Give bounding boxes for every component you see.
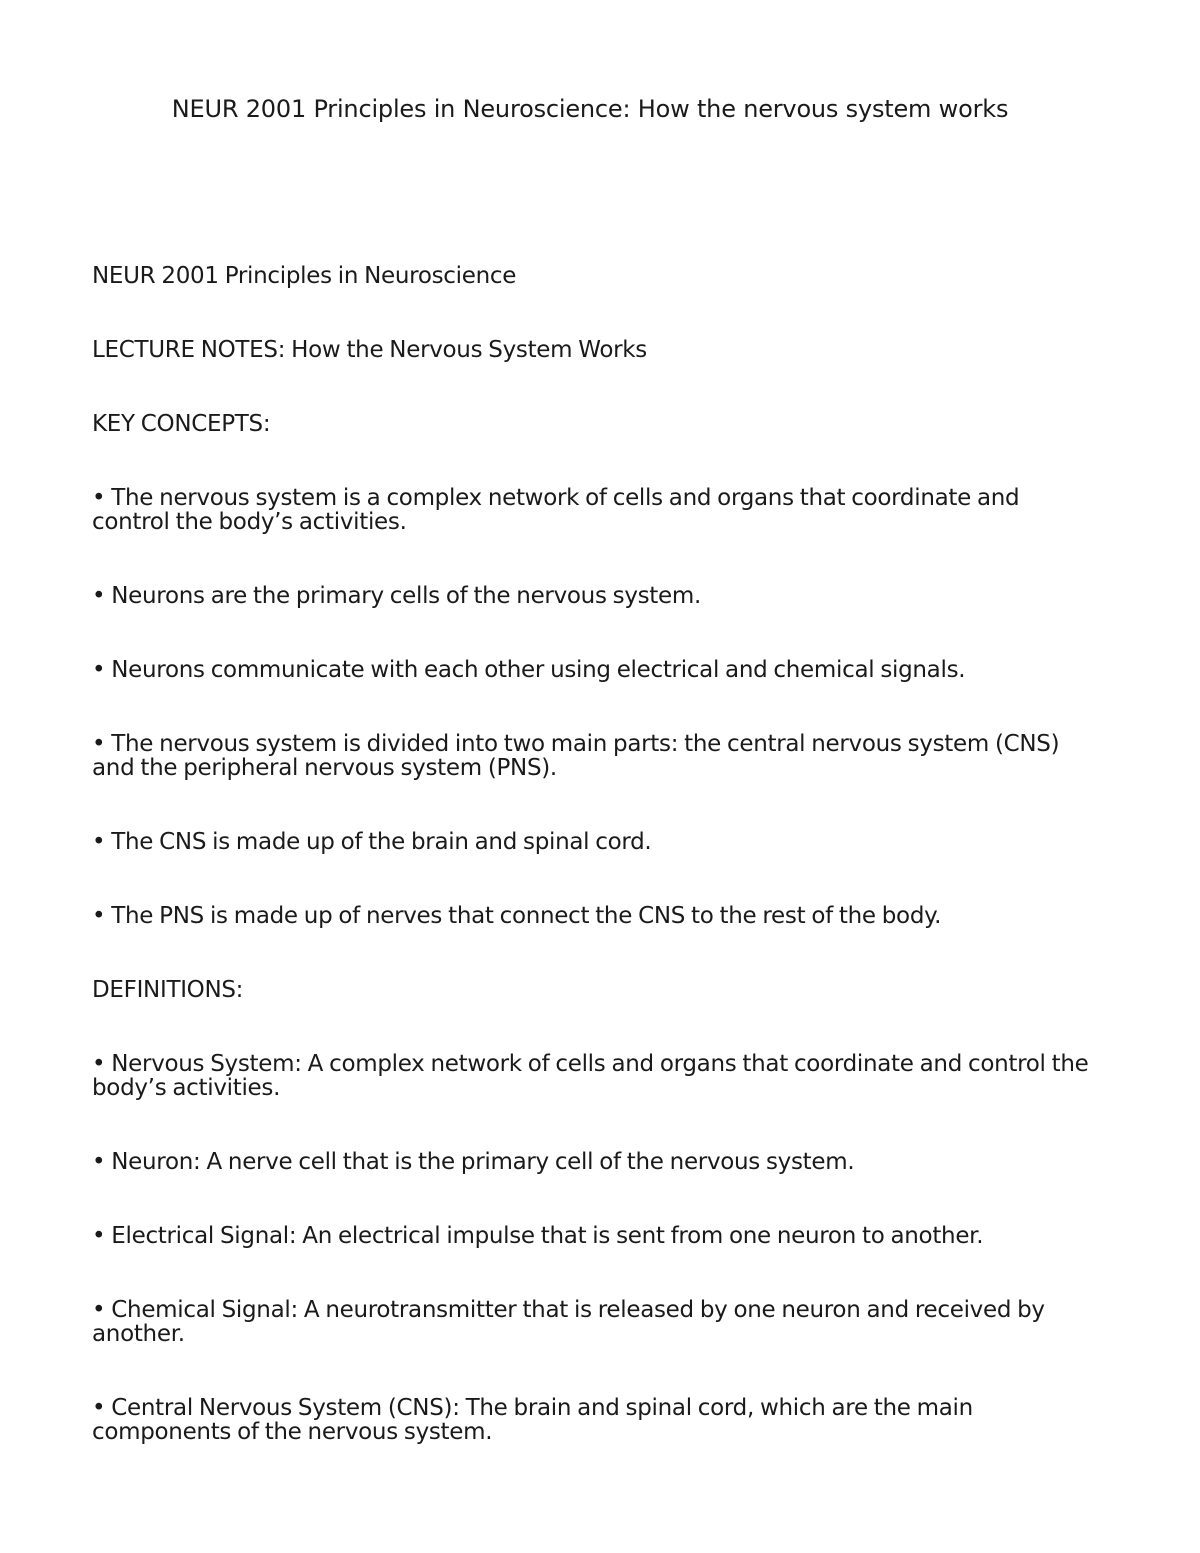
course-line: NEUR 2001 Principles in Neuroscience [92, 263, 517, 289]
key-concept-item: • The PNS is made up of nerves that connect the CNS to the rest of the body. [92, 903, 942, 929]
key-concept-item: • The nervous system is divided into two main parts: the central nervous system (CNS) and the peripheral nervous system (PNS). [92, 731, 1060, 781]
lecture-notes-line: LECTURE NOTES: How the Nervous System Works [92, 337, 647, 363]
definition-item: • Electrical Signal: An electrical impulse that is sent from one neuron to another. [92, 1223, 984, 1249]
key-concept-item: • The CNS is made up of the brain and spinal cord. [92, 829, 652, 855]
key-concept-item: • Neurons are the primary cells of the nervous system. [92, 583, 701, 609]
definition-item: • Neuron: A nerve cell that is the primary cell of the nervous system. [92, 1149, 855, 1175]
document-body [92, 264, 1102, 1444]
page-title: NEUR 2001 Principles in Neuroscience: How the nervous system works [171, 95, 1009, 123]
key-concept-item: • Neurons communicate with each other using electrical and chemical signals. [92, 657, 966, 683]
definition-item: • Central Nervous System (CNS): The brain and spinal cord, which are the main components of the nervous system. [92, 1395, 973, 1445]
definitions-heading: DEFINITIONS: [92, 977, 244, 1003]
definition-item: • Chemical Signal: A neurotransmitter that is released by one neuron and received by another. [92, 1297, 1045, 1347]
key-concept-item: • The nervous system is a complex network of cells and organs that coordinate and control the body’s activities. [92, 485, 1020, 535]
key-concepts-heading: KEY CONCEPTS: [92, 411, 271, 437]
definition-item: • Nervous System: A complex network of cells and organs that coordinate and control the body’s activities. [92, 1051, 1089, 1101]
